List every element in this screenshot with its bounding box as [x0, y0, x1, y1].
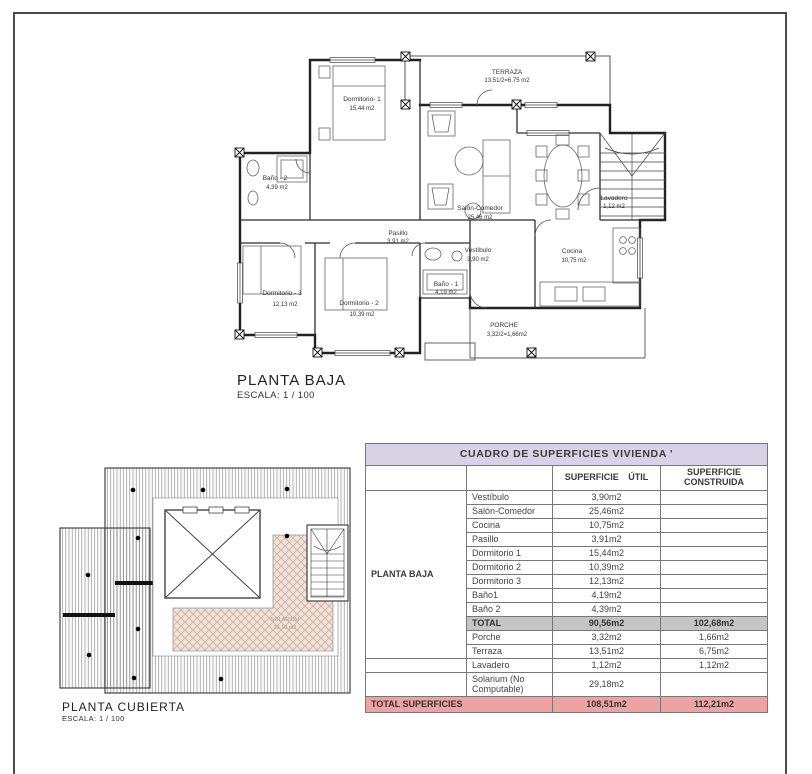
- grand-total-label: TOTAL SUPERFICIES: [366, 697, 553, 713]
- grand-total-row: TOTAL SUPERFICIES 108,51m2 112,21m2: [366, 697, 768, 713]
- group-label-planta-baja: PLANTA BAJA: [366, 491, 467, 659]
- table-title: CUADRO DE SUPERFICIES VIVIENDA ': [366, 444, 768, 466]
- room-label-lavadero: Lavadero: [600, 195, 628, 202]
- skylight-square: [165, 507, 260, 598]
- room-label-terraza: TERRAZA: [491, 69, 523, 76]
- room-area-vestibulo: 3,90 m2: [467, 257, 489, 263]
- table-row: Terraza 13,51m2 6,75m2: [366, 645, 768, 659]
- room-label-porche: PORCHE: [490, 322, 518, 329]
- table-row: Dormitorio 1 15,44m2: [366, 547, 768, 561]
- solarium-area-label: 29,18 m2: [273, 625, 297, 631]
- room-area-lavadero: 1,12 m2: [603, 204, 625, 210]
- table-row: Porche 3,32m2 1,66m2: [366, 631, 768, 645]
- table-row: Baño1 4,19m2: [366, 589, 768, 603]
- room-label-pasillo: Pasillo: [388, 230, 408, 237]
- room-area-terraza: 13.51/2=6.75 m2: [484, 78, 530, 84]
- floor-plan-drawing: [225, 48, 685, 378]
- room-area-salon: 25,46 m2: [467, 215, 493, 221]
- room-label-dormitorio2: Dormitorio - 2: [339, 300, 379, 307]
- room-label-dormitorio1: Dormitorio- 1: [343, 96, 381, 103]
- table-row: Cocina 10,75m2: [366, 519, 768, 533]
- table-row: Dormitorio 3 12,13m2: [366, 575, 768, 589]
- table-header-row: [366, 466, 768, 491]
- solarium-label: SOLARIUM: [270, 617, 300, 623]
- room-label-salon: Salón-Comedor: [457, 205, 503, 212]
- room-area-banyo2: 4,39 m2: [266, 185, 288, 191]
- room-area-banyo1: 4,19 m2: [435, 290, 457, 296]
- room-label-banyo1: Baño - 1: [433, 281, 459, 288]
- col-header-construida: SUPERFICIE CONSTRUIDA: [661, 466, 768, 491]
- room-label-cocina: Cocina: [561, 248, 583, 255]
- table-row: Pasillo 3,91m2: [366, 533, 768, 547]
- table-row: Solarium (No Computable) 29,18m2: [366, 673, 768, 697]
- room-area-dormitorio3: 12,13 m2: [272, 302, 298, 308]
- room-area-pasillo: 3,91 m2: [387, 239, 409, 245]
- room-area-porche: 3,32/2=1,66m2: [486, 332, 528, 338]
- surface-table: [365, 443, 768, 713]
- floor-plan-title: PLANTA BAJA: [237, 372, 347, 389]
- room-area-cocina: 10,75 m2: [561, 258, 587, 264]
- total-row: TOTAL 90,56m2 102,68m2: [366, 617, 768, 631]
- room-label-banyo2: Baño - 2: [262, 175, 288, 182]
- table-row: Baño 2 4,39m2: [366, 603, 768, 617]
- table-row: Salón-Comedor 25,46m2: [366, 505, 768, 519]
- table-row: Lavadero 1,12m2 1,12m2: [366, 659, 768, 673]
- room-label-vestibulo: Vestíbulo: [464, 247, 492, 254]
- floor-plan-scale: ESCALA: 1 / 100: [237, 390, 315, 401]
- col-header-util: SUPERFICIE ÚTIL: [553, 466, 661, 491]
- table-row: PLANTA BAJA Vestíbulo 3,90m2: [366, 491, 768, 505]
- window-symbols: [238, 58, 643, 356]
- room-area-dormitorio2: 10,39 m2: [349, 312, 375, 318]
- door-arcs: [280, 90, 600, 308]
- table-row: Dormitorio 2 10,39m2: [366, 561, 768, 575]
- roof-plan-title: PLANTA CUBIERTA: [62, 700, 186, 714]
- room-label-dormitorio3: Dormitorio - 3: [262, 290, 302, 297]
- roof-stair-detail: [307, 525, 348, 601]
- roof-plan-drawing: [45, 458, 365, 718]
- roof-plan-scale: ESCALA: 1 / 100: [62, 714, 125, 723]
- column-markers: [235, 52, 595, 357]
- room-area-dormitorio1: 15,44 m2: [349, 106, 375, 112]
